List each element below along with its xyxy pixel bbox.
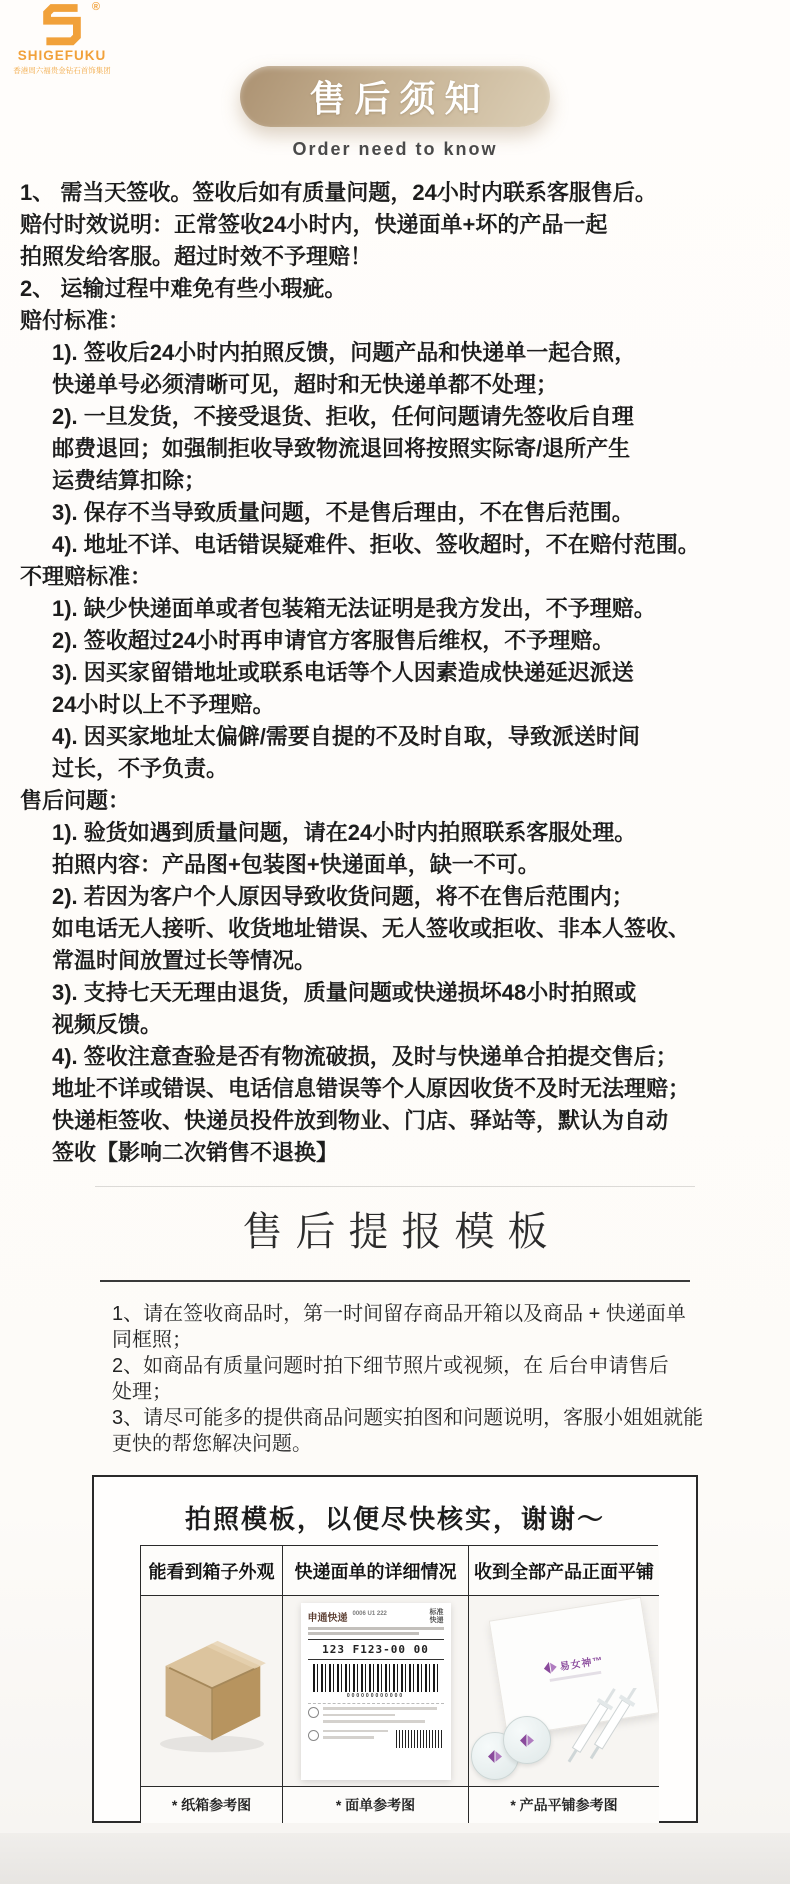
product-logo-text: 易女神™: [559, 1655, 605, 1674]
receiver-section: [308, 1730, 444, 1748]
photo-template-table: [140, 1545, 658, 1822]
notice-line: 视频反馈。: [52, 1012, 163, 1037]
cardboard-box-icon: [147, 1616, 277, 1766]
waybill-code: 0006 U1 222: [352, 1611, 387, 1617]
page-title: 售后须知: [309, 78, 490, 119]
barcode: [313, 1664, 439, 1692]
template-section-title: 售后提报模板: [242, 1210, 561, 1254]
notice-line: 邮费退回；如强制拒收导致物流退回将按照实际寄/退所产生: [52, 436, 631, 461]
waybill-image: [283, 1596, 469, 1787]
service-line: 快递: [429, 1617, 444, 1624]
photo-box-title: 拍照模板，以便尽快核实，谢谢～: [184, 1504, 605, 1534]
notice-line: 2). 签收超过24小时再申请官方客服售后维权，不予理赔。: [52, 628, 615, 653]
s-logo-icon: [32, 3, 92, 47]
brand-s-hexagon-icon: [32, 1, 100, 47]
notice-line: 1). 签收后24小时内拍照反馈，问题产品和快递单一起合照，: [52, 340, 637, 365]
section-divider-dark: [100, 1280, 690, 1282]
brand-name: SHIGEFUKU: [17, 48, 107, 63]
table-header-waybill-detail: 快递面单的详细情况: [283, 1546, 469, 1596]
form-line: [323, 1707, 438, 1710]
receiver-circle-icon: [308, 1730, 319, 1741]
cardboard-box-image: [141, 1596, 283, 1787]
step-line: 更快的帮您解决问题。: [112, 1433, 312, 1455]
notice-line: 2、 运输过程中难免有些小瑕疵。: [20, 276, 347, 301]
sender-section: [308, 1703, 444, 1727]
product-flatlay-image: [469, 1596, 659, 1787]
notice-section-heading: 不理赔标准：: [20, 564, 153, 589]
step-line: 处理；: [112, 1381, 172, 1403]
title-banner: [240, 66, 550, 127]
photo-template-box: [92, 1475, 698, 1823]
step-line: 3、请尽可能多的提供商品问题实拍图和问题说明，客服小姐姐就能: [112, 1407, 704, 1429]
product-brand-mark-icon: [543, 1660, 558, 1674]
notice-line: 拍照内容：产品图+包装图+快递面单，缺一不可。: [52, 852, 540, 877]
caption-box-reference: * 纸箱参考图: [141, 1787, 283, 1823]
notice-line: 1). 缺少快递面单或者包装箱无法证明是我方发出，不予理赔。: [52, 596, 656, 621]
step-line: 2、如商品有质量问题时拍下细节照片或视频，在 后台申请售后: [112, 1355, 669, 1377]
registered-mark: ®: [91, 1, 100, 13]
waybill-big-number: 123 F123-00 00: [308, 1639, 444, 1660]
notice-line: 赔付时效说明：正常签收24小时内，快递面单+坏的产品一起: [20, 212, 608, 237]
service-type: [430, 1609, 444, 1625]
notice-line: 4). 因买家地址太偏僻/需要自提的不及时自取，导致派送时间: [52, 724, 640, 749]
notice-body: [0, 177, 788, 1169]
notice-line: 4). 地址不详、电话错误疑难件、拒收、签收超时，不在赔付范围。: [52, 532, 700, 557]
page-subtitle: Order need to know: [292, 139, 498, 159]
notice-line: 地址不详或错误、电话信息错误等个人原因收货不及时无法理赔；: [52, 1076, 691, 1101]
blister-brand-mark-icon: [520, 1734, 534, 1747]
form-line: [323, 1736, 374, 1739]
notice-section-heading: 赔付标准：: [20, 308, 131, 333]
notice-line: 3). 支持七天无理由退货，质量问题或快递损坏48小时拍照或: [52, 980, 637, 1005]
notice-line: 签收【影响二次销售不退换】: [52, 1140, 339, 1165]
form-line: [323, 1720, 426, 1723]
notice-line: 过长，不予负责。: [52, 756, 229, 781]
blister-pack: [503, 1716, 551, 1764]
waybill-card: [301, 1603, 451, 1780]
sender-circle-icon: [308, 1707, 319, 1718]
address-text-bar: [308, 1627, 444, 1630]
notice-line: 如电话无人接听、收货地址错误、无人签收或拒收、非本人签收、: [52, 916, 691, 941]
notice-line: 1). 验货如遇到质量问题，请在24小时内拍照联系客服处理。: [52, 820, 637, 845]
form-line: [323, 1730, 389, 1733]
notice-line: 3). 保存不当导致质量问题，不是售后理由，不在售后范围。: [52, 500, 634, 525]
table-header-products-flat: 收到全部产品正面平铺: [469, 1546, 659, 1596]
notice-line: 快递单号必须清晰可见，超时和无快递单都不处理；: [52, 372, 559, 397]
notice-line: 24小时以上不予理赔。: [52, 692, 275, 717]
notice-line: 快递柜签收、快递员投件放到物业、门店、驿站等，默认为自动: [52, 1108, 669, 1133]
step-line: 同框照；: [112, 1329, 192, 1351]
notice-line: 4). 签收注意查验是否有物流破损，及时与快递单合拍提交售后；: [52, 1044, 678, 1069]
step-line: 1、请在签收商品时，第一时间留存商品开箱以及商品 + 快递面单: [112, 1303, 686, 1325]
caption-waybill-reference: * 面单参考图: [283, 1787, 469, 1823]
page-bottom-strip: [0, 1833, 790, 1884]
notice-line: 2). 若因为客户个人原因导致收货问题，将不在售后范围内；: [52, 884, 634, 909]
brand-logo: [7, 3, 117, 76]
address-text-bar: [308, 1632, 420, 1635]
form-line: [323, 1714, 396, 1717]
caption-product-reference: * 产品平铺参考图: [469, 1787, 659, 1823]
section-divider-light: [95, 1186, 695, 1187]
notice-line: 2). 一旦发货，不接受退货、拒收，任何问题请先签收后自理: [52, 404, 634, 429]
notice-line: 3). 因买家留错地址或联系电话等个人因素造成快递延迟派送: [52, 660, 634, 685]
notice-line: 1、 需当天签收。签收后如有质量问题，24小时内联系客服售后。: [20, 180, 657, 205]
template-steps: [112, 1301, 704, 1457]
courier-name: 申通快递: [307, 1613, 348, 1624]
notice-line: 运费结算扣除；: [52, 468, 207, 493]
barcode-digits: 000000000000: [346, 1693, 405, 1699]
table-header-box-exterior: 能看到箱子外观: [141, 1546, 283, 1596]
notice-line: 拍照发给客服。超过时效不予理赔！: [20, 244, 373, 269]
service-line: 标准: [429, 1609, 444, 1616]
notice-line: 常温时间放置过长等情况。: [52, 948, 317, 973]
blister-brand-mark-icon: [488, 1750, 502, 1763]
mini-barcode: [396, 1730, 444, 1748]
brand-tagline: 香港周六福贵金钻石首饰集团: [13, 66, 111, 75]
notice-section-heading: 售后问题：: [20, 788, 131, 813]
